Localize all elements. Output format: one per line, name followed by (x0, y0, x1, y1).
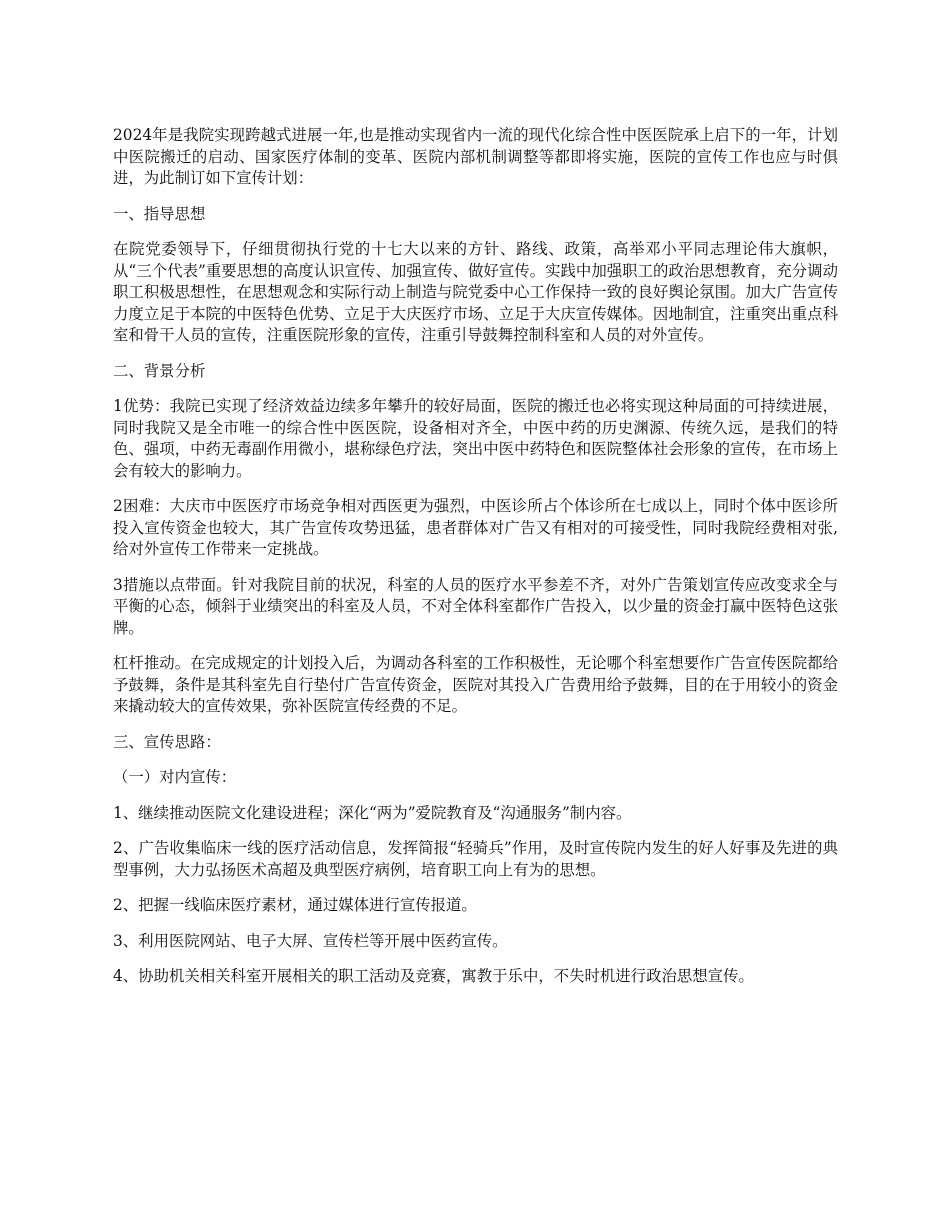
list-item: 3、利用医院网站、电子大屏、宣传栏等开展中医药宣传。 (113, 931, 508, 950)
guiding-thought-paragraph: 在院党委领导下，仔细贯彻执行党的十七大以来的方针、路线、政策，高举邓小平同志理论伟大旗帜，从“三个代表”重要思想的高度认识宣传、加强宣传、做好宣传。实践中加强职工的政治思想教育，充分调动职工积极思想性，在思想观念和实际行动上制造与院党委中心工作保持一致的良好舆论氛围。加大广告宣传力度立足于本院的中医特色优势、立足于大庆医疗市场、立足于大庆宣传媒体。因地制宜，注重突出重点科室和骨干人员的宣传，注重医院形象的宣传，注重引导鼓舞控制科室和人员的对外宣传。 (113, 240, 838, 344)
list-item: 1、继续推动医院文化建设进程；深化“两为”爱院教育及“沟通服务”制内容。 (113, 803, 632, 822)
subsection-heading-internal: （一）对内宣传： (113, 768, 237, 786)
list-item: 2、把握一线临床医疗素材，通过媒体进行宣传报道。 (113, 896, 477, 914)
list-item: 2、广告收集临床一线的医疗活动信息，发挥简报“轻骑兵”作用，及时宣传院内发生的好人好事及先进的典型事例，大力弘扬医术高超及典型医疗病例，培育职工向上有为的思想。 (113, 839, 838, 879)
leverage-paragraph: 杠杆推动。在完成规定的计划投入后，为调动各科室的工作积极性，无论哪个科室想要作广告宣传医院都给予鼓舞，条件是其科室先自行垫付广告宣传资金，医院对其投入广告费用给予鼓舞，目的在于用较小的资金来撬动较大的宣传效果，弥补医院宣传经费的不足。 (113, 654, 838, 715)
section-heading-background: 二、背景分析 (113, 361, 206, 380)
list-item: 4、协助机关相关科室开展相关的职工活动及竞赛，寓教于乐中，不失时机进行政治思想宣传。 (113, 967, 754, 985)
advantage-paragraph: 1优势：我院已实现了经济效益边续多年攀升的较好局面，医院的搬迁也必将实现这种局面的可持续进展，同时我院又是全市唯一的综合性中医医院，设备相对齐全，中医中药的历史渊源、传统久远，是我们的特色、强项，中药无毒副作用微小，堪称绿色疗法，突出中医中药特色和医院整体社会形象的宣传，在市场上会有较大的影响力。 (113, 397, 838, 480)
intro-paragraph: 2024年是我院实现跨越式进展一年,也是推动实现省内一流的现代化综合性中医医院承上启下的一年，计划中医院搬迁的启动、国家医疗体制的变革、医院内部机制调整等都即将实施，医院的宣传工作也应与时俱进，为此制订如下宣传计划： (113, 126, 838, 187)
difficulty-paragraph: 2困难：大庆市中医医疗市场竞争相对西医更为强烈，中医诊所占个体诊所在七成以上，同时个体中医诊所投入宣传资金也较大，其广告宣传攻势迅猛，患者群体对广告又有相对的可接受性，同时我院经费相对张,给对外宣传工作带来一定挑战。 (113, 497, 838, 558)
document-body (113, 125, 838, 1002)
section-heading-guiding-thought: 一、指导思想 (113, 204, 206, 223)
measures-paragraph: 3措施以点带面。针对我院目前的状况，科室的人员的医疗水平参差不齐，对外广告策划宣传应改变求全与平衡的心态，倾斜于业绩突出的科室及人员，不对全体科室都作广告投入，以少量的资金打赢中医特色这张牌。 (113, 575, 838, 637)
section-heading-ideas: 三、宣传思路： (113, 732, 221, 751)
